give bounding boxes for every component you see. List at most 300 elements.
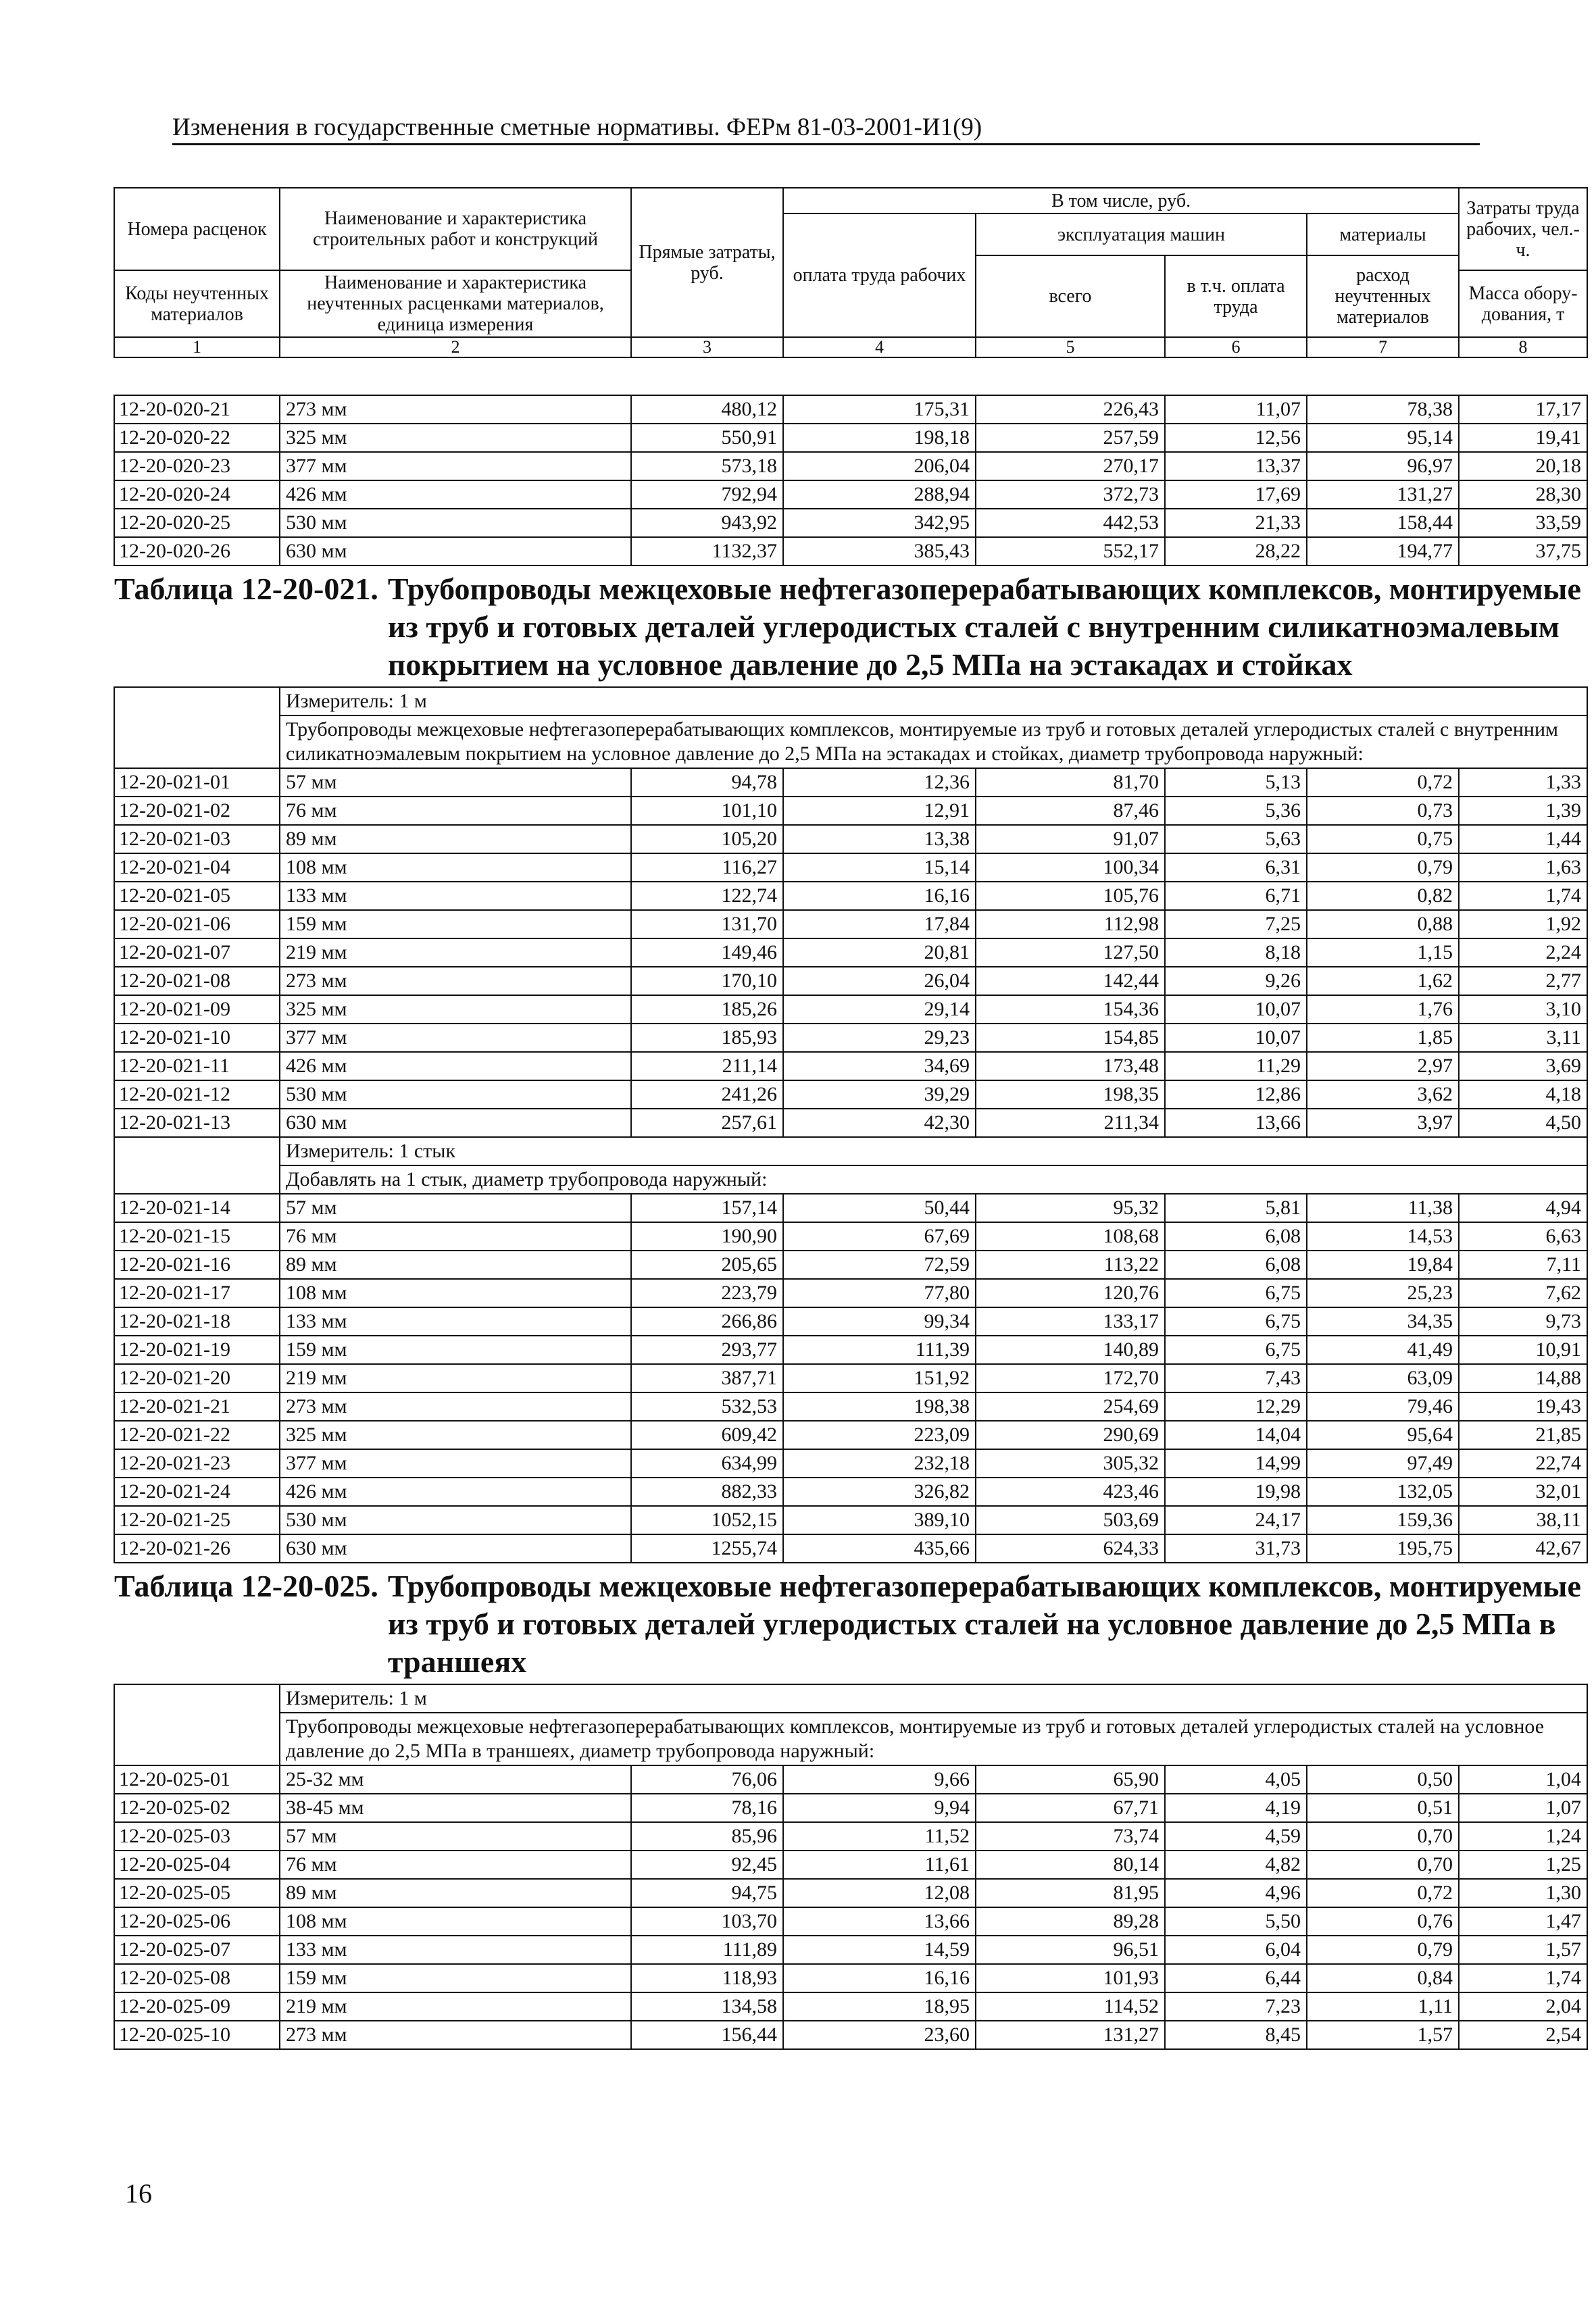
cell-rate-code: 12-20-021-20	[114, 1364, 280, 1392]
cell-materials: 1,85	[1307, 1024, 1459, 1052]
cell-direct-costs: 185,93	[631, 1024, 783, 1052]
cell-direct-costs: 156,44	[631, 2021, 783, 2049]
cell-labor-pay: 11,52	[783, 1822, 976, 1851]
cell-rate-code: 12-20-021-02	[114, 797, 280, 825]
cell-machine-labor-pay: 10,07	[1165, 995, 1307, 1024]
cell-work-name: 273 мм	[280, 395, 631, 424]
cell-machine-total: 101,93	[976, 1964, 1165, 1992]
cell-machine-total: 65,90	[976, 1765, 1165, 1794]
cell-machine-labor-pay: 6,75	[1165, 1279, 1307, 1307]
cell-work-name: 530 мм	[280, 1506, 631, 1534]
cell-labor-costs: 1,57	[1459, 1936, 1587, 1964]
cell-materials: 0,70	[1307, 1851, 1459, 1879]
cell-materials: 0,73	[1307, 797, 1459, 825]
cell-rate-code: 12-20-025-05	[114, 1879, 280, 1907]
rates-table	[114, 395, 1588, 2050]
cell-rate-code: 12-20-021-19	[114, 1336, 280, 1364]
cell-labor-pay: 99,34	[783, 1307, 976, 1336]
cell-materials: 2,97	[1307, 1052, 1459, 1080]
cell-work-name: 219 мм	[280, 1364, 631, 1392]
cell-labor-pay: 232,18	[783, 1449, 976, 1478]
table-021-title-block	[114, 565, 1587, 768]
cell-labor-costs: 37,75	[1459, 537, 1587, 565]
cell-materials: 25,23	[1307, 1279, 1459, 1307]
table-row	[114, 537, 1587, 565]
table-row	[114, 1251, 1587, 1279]
cell-rate-code: 12-20-020-23	[114, 452, 280, 480]
table-row	[114, 1822, 1587, 1851]
cell-machine-total: 113,22	[976, 1251, 1165, 1279]
table-row	[114, 1279, 1587, 1307]
cell-machine-total: 503,69	[976, 1506, 1165, 1534]
table-025-description: Трубопроводы межцеховые нефтегазоперерабатывающих комплексов, монтируемые из труб и готовых деталей углеродистых сталей на условное давление до 2,5 МПа в траншеях, диаметр трубопровода наружный:	[280, 1713, 1587, 1765]
table-021-measure-1: Измеритель: 1 м	[280, 687, 1587, 715]
cell-labor-pay: 151,92	[783, 1364, 976, 1392]
cell-work-name: 630 мм	[280, 537, 631, 565]
cell-machine-labor-pay: 8,45	[1165, 2021, 1307, 2049]
cell-labor-costs: 9,73	[1459, 1307, 1587, 1336]
cell-labor-pay: 9,94	[783, 1794, 976, 1822]
table-row	[114, 938, 1587, 967]
header-index: 6	[1165, 337, 1307, 357]
cell-rate-code: 12-20-021-22	[114, 1421, 280, 1449]
table-row	[114, 853, 1587, 882]
cell-machine-labor-pay: 6,08	[1165, 1222, 1307, 1251]
cell-machine-total: 173,48	[976, 1052, 1165, 1080]
table-row	[114, 1080, 1587, 1109]
cell-machine-labor-pay: 24,17	[1165, 1506, 1307, 1534]
cell-direct-costs: 241,26	[631, 1080, 783, 1109]
cell-labor-costs: 10,91	[1459, 1336, 1587, 1364]
cell-materials: 0,51	[1307, 1794, 1459, 1822]
cell-work-name: 89 мм	[280, 825, 631, 853]
table-row	[114, 768, 1587, 797]
cell-work-name: 630 мм	[280, 1534, 631, 1563]
cell-labor-costs: 20,18	[1459, 452, 1587, 480]
cell-work-name: 273 мм	[280, 967, 631, 995]
cell-machine-total: 552,17	[976, 537, 1165, 565]
cell-rate-code: 12-20-021-05	[114, 882, 280, 910]
table-025-title-block	[114, 1563, 1587, 1765]
cell-materials: 1,15	[1307, 938, 1459, 967]
cell-labor-pay: 77,80	[783, 1279, 976, 1307]
cell-rate-code: 12-20-021-11	[114, 1052, 280, 1080]
cell-labor-costs: 4,94	[1459, 1194, 1587, 1222]
cell-materials: 0,72	[1307, 768, 1459, 797]
table-021-description-2: Добавлять на 1 стык, диаметр трубопровода наружный:	[280, 1165, 1587, 1194]
cell-rate-code: 12-20-021-16	[114, 1251, 280, 1279]
table-row	[114, 1222, 1587, 1251]
cell-materials: 11,38	[1307, 1194, 1459, 1222]
cell-machine-total: 140,89	[976, 1336, 1165, 1364]
cell-machine-labor-pay: 17,69	[1165, 480, 1307, 509]
cell-machine-labor-pay: 9,26	[1165, 967, 1307, 995]
cell-machine-total: 108,68	[976, 1222, 1165, 1251]
cell-direct-costs: 792,94	[631, 480, 783, 509]
page-header: Изменения в государственные сметные нормативы. ФЕРм 81-03-2001-И1(9)	[172, 114, 1480, 145]
cell-direct-costs: 76,06	[631, 1765, 783, 1794]
header-including: В том числе, руб.	[783, 188, 1459, 213]
cell-labor-pay: 198,38	[783, 1392, 976, 1421]
cell-direct-costs: 134,58	[631, 1992, 783, 2021]
cell-rate-code: 12-20-025-01	[114, 1765, 280, 1794]
table-021-title-text: Трубопроводы межцеховые нефтегазоперерабатывающих комплексов, монтируемые из труб и готовых деталей углеродистых сталей с внутренним силикатноэмалевым покрытием на условное давление до 2,5 МПа на эстакадах и стойках	[387, 572, 1581, 682]
cell-materials: 0,75	[1307, 825, 1459, 853]
cell-labor-pay: 206,04	[783, 452, 976, 480]
cell-labor-costs: 4,18	[1459, 1080, 1587, 1109]
cell-labor-pay: 11,61	[783, 1851, 976, 1879]
header-index: 1	[114, 337, 280, 357]
cell-machine-total: 442,53	[976, 509, 1165, 537]
cell-materials: 1,11	[1307, 1992, 1459, 2021]
cell-materials: 0,50	[1307, 1765, 1459, 1794]
cell-labor-costs: 21,85	[1459, 1421, 1587, 1449]
cell-materials: 131,27	[1307, 480, 1459, 509]
cell-rate-code: 12-20-021-07	[114, 938, 280, 967]
cell-direct-costs: 211,14	[631, 1052, 783, 1080]
cell-labor-pay: 389,10	[783, 1506, 976, 1534]
cell-rate-code: 12-20-021-03	[114, 825, 280, 853]
cell-direct-costs: 85,96	[631, 1822, 783, 1851]
cell-machine-total: 154,85	[976, 1024, 1165, 1052]
cell-direct-costs: 92,45	[631, 1851, 783, 1879]
table-row	[114, 1024, 1587, 1052]
table-021-title-number: Таблица 12-20-021.	[114, 572, 378, 606]
cell-work-name: 38-45 мм	[280, 1794, 631, 1822]
cell-labor-costs: 2,54	[1459, 2021, 1587, 2049]
cell-rate-code: 12-20-025-02	[114, 1794, 280, 1822]
cell-materials: 194,77	[1307, 537, 1459, 565]
cell-direct-costs: 480,12	[631, 395, 783, 424]
cell-rate-code: 12-20-021-18	[114, 1307, 280, 1336]
cell-work-name: 108 мм	[280, 853, 631, 882]
cell-materials: 97,49	[1307, 1449, 1459, 1478]
cell-rate-code: 12-20-020-26	[114, 537, 280, 565]
table-row	[114, 825, 1587, 853]
cell-direct-costs: 882,33	[631, 1478, 783, 1506]
cell-labor-pay: 16,16	[783, 882, 976, 910]
header-direct-costs: Прямые затраты, руб.	[631, 188, 783, 337]
table-row	[114, 1449, 1587, 1478]
cell-rate-code: 12-20-025-06	[114, 1907, 280, 1936]
cell-rate-code: 12-20-025-08	[114, 1964, 280, 1992]
cell-materials: 1,62	[1307, 967, 1459, 995]
cell-machine-total: 131,27	[976, 2021, 1165, 2049]
cell-machine-total: 81,95	[976, 1879, 1165, 1907]
table-row	[114, 1936, 1587, 1964]
cell-rate-code: 12-20-025-07	[114, 1936, 280, 1964]
cell-work-name: 377 мм	[280, 452, 631, 480]
header-index: 2	[280, 337, 631, 357]
table-row	[114, 1336, 1587, 1364]
table-row	[114, 1879, 1587, 1907]
cell-work-name: 57 мм	[280, 1822, 631, 1851]
table-025-title-text: Трубопроводы межцеховые нефтегазоперерабатывающих комплексов, монтируемые из труб и готовых деталей углеродистых сталей на условное давление до 2,5 МПа в траншеях	[387, 1569, 1581, 1679]
cell-labor-costs: 1,92	[1459, 910, 1587, 938]
cell-labor-pay: 39,29	[783, 1080, 976, 1109]
cell-labor-pay: 12,36	[783, 768, 976, 797]
cell-rate-code: 12-20-021-26	[114, 1534, 280, 1563]
cell-machine-total: 133,17	[976, 1307, 1165, 1336]
cell-direct-costs: 122,74	[631, 882, 783, 910]
cell-machine-total: 142,44	[976, 967, 1165, 995]
cell-materials: 78,38	[1307, 395, 1459, 424]
cell-machine-labor-pay: 6,31	[1165, 853, 1307, 882]
cell-materials: 41,49	[1307, 1336, 1459, 1364]
cell-direct-costs: 94,75	[631, 1879, 783, 1907]
cell-labor-pay: 26,04	[783, 967, 976, 995]
cell-work-name: 377 мм	[280, 1024, 631, 1052]
cell-labor-costs: 42,67	[1459, 1534, 1587, 1563]
table-column-header	[114, 187, 1588, 358]
cell-direct-costs: 293,77	[631, 1336, 783, 1364]
cell-labor-costs: 1,33	[1459, 768, 1587, 797]
cell-machine-labor-pay: 28,22	[1165, 537, 1307, 565]
header-rate-number: Номера расценок	[114, 188, 280, 270]
header-index: 4	[783, 337, 976, 357]
header-unaccounted-consumption: расход неучтенных материалов	[1307, 255, 1459, 337]
cell-machine-total: 226,43	[976, 395, 1165, 424]
table-row	[114, 452, 1587, 480]
cell-labor-pay: 12,08	[783, 1879, 976, 1907]
cell-labor-pay: 111,39	[783, 1336, 976, 1364]
header-equipment-mass: Масса обору-дования, т	[1459, 270, 1587, 337]
table-row	[114, 1506, 1587, 1534]
cell-materials: 195,75	[1307, 1534, 1459, 1563]
cell-rate-code: 12-20-025-03	[114, 1822, 280, 1851]
cell-labor-pay: 13,66	[783, 1907, 976, 1936]
cell-direct-costs: 1132,37	[631, 537, 783, 565]
cell-direct-costs: 185,26	[631, 995, 783, 1024]
cell-rate-code: 12-20-021-01	[114, 768, 280, 797]
cell-direct-costs: 101,10	[631, 797, 783, 825]
cell-labor-costs: 1,24	[1459, 1822, 1587, 1851]
cell-direct-costs: 205,65	[631, 1251, 783, 1279]
table-025-measure: Измеритель: 1 м	[280, 1684, 1587, 1713]
header-machine-total: всего	[976, 255, 1165, 337]
cell-labor-pay: 67,69	[783, 1222, 976, 1251]
cell-materials: 34,35	[1307, 1307, 1459, 1336]
table-row	[114, 509, 1587, 537]
table-row	[114, 1392, 1587, 1421]
cell-direct-costs: 111,89	[631, 1936, 783, 1964]
cell-rate-code: 12-20-021-15	[114, 1222, 280, 1251]
cell-machine-total: 270,17	[976, 452, 1165, 480]
cell-machine-labor-pay: 6,44	[1165, 1964, 1307, 1992]
cell-machine-labor-pay: 6,08	[1165, 1251, 1307, 1279]
cell-work-name: 76 мм	[280, 797, 631, 825]
cell-machine-labor-pay: 7,43	[1165, 1364, 1307, 1392]
cell-work-name: 76 мм	[280, 1222, 631, 1251]
cell-work-name: 530 мм	[280, 509, 631, 537]
cell-labor-costs: 3,69	[1459, 1052, 1587, 1080]
cell-labor-costs: 14,88	[1459, 1364, 1587, 1392]
cell-direct-costs: 634,99	[631, 1449, 783, 1478]
cell-machine-labor-pay: 4,19	[1165, 1794, 1307, 1822]
cell-labor-costs: 3,11	[1459, 1024, 1587, 1052]
cell-machine-labor-pay: 8,18	[1165, 938, 1307, 967]
table-row	[114, 1851, 1587, 1879]
cell-labor-pay: 223,09	[783, 1421, 976, 1449]
cell-direct-costs: 131,70	[631, 910, 783, 938]
cell-work-name: 219 мм	[280, 1992, 631, 2021]
table-020-rows	[114, 395, 1587, 565]
cell-machine-total: 120,76	[976, 1279, 1165, 1307]
cell-materials: 95,64	[1307, 1421, 1459, 1449]
table-row	[114, 910, 1587, 938]
cell-rate-code: 12-20-021-12	[114, 1080, 280, 1109]
table-row	[114, 1765, 1587, 1794]
cell-materials: 96,97	[1307, 452, 1459, 480]
cell-labor-pay: 435,66	[783, 1534, 976, 1563]
cell-machine-total: 127,50	[976, 938, 1165, 967]
cell-machine-labor-pay: 12,29	[1165, 1392, 1307, 1421]
table-row	[114, 1964, 1587, 1992]
cell-labor-costs: 1,04	[1459, 1765, 1587, 1794]
cell-work-name: 159 мм	[280, 1336, 631, 1364]
cell-machine-total: 172,70	[976, 1364, 1165, 1392]
cell-machine-total: 67,71	[976, 1794, 1165, 1822]
cell-labor-costs: 19,43	[1459, 1392, 1587, 1421]
cell-work-name: 325 мм	[280, 424, 631, 452]
table-row	[114, 1794, 1587, 1822]
cell-machine-labor-pay: 4,59	[1165, 1822, 1307, 1851]
cell-labor-costs: 33,59	[1459, 509, 1587, 537]
table-row	[114, 1421, 1587, 1449]
header-work-name: Наименование и характеристика строительных работ и конструкций	[280, 188, 631, 270]
cell-machine-total: 73,74	[976, 1822, 1165, 1851]
cell-work-name: 426 мм	[280, 480, 631, 509]
cell-materials: 3,97	[1307, 1109, 1459, 1137]
cell-rate-code: 12-20-020-25	[114, 509, 280, 537]
cell-machine-labor-pay: 6,04	[1165, 1936, 1307, 1964]
cell-machine-total: 80,14	[976, 1851, 1165, 1879]
cell-labor-pay: 342,95	[783, 509, 976, 537]
cell-work-name: 219 мм	[280, 938, 631, 967]
cell-direct-costs: 157,14	[631, 1194, 783, 1222]
table-row	[114, 1364, 1587, 1392]
cell-machine-total: 112,98	[976, 910, 1165, 938]
table-025-rows	[114, 1765, 1587, 2049]
cell-work-name: 25-32 мм	[280, 1765, 631, 1794]
cell-machine-labor-pay: 5,50	[1165, 1907, 1307, 1936]
cell-labor-pay: 175,31	[783, 395, 976, 424]
cell-rate-code: 12-20-021-08	[114, 967, 280, 995]
cell-materials: 0,72	[1307, 1879, 1459, 1907]
cell-labor-costs: 1,25	[1459, 1851, 1587, 1879]
cell-direct-costs: 609,42	[631, 1421, 783, 1449]
cell-work-name: 530 мм	[280, 1080, 631, 1109]
table-row	[114, 1907, 1587, 1936]
cell-work-name: 133 мм	[280, 1936, 631, 1964]
cell-direct-costs: 266,86	[631, 1307, 783, 1336]
cell-machine-labor-pay: 13,37	[1165, 452, 1307, 480]
cell-machine-labor-pay: 12,56	[1165, 424, 1307, 452]
cell-work-name: 426 мм	[280, 1478, 631, 1506]
cell-machine-total: 81,70	[976, 768, 1165, 797]
cell-machine-labor-pay: 7,25	[1165, 910, 1307, 938]
cell-machine-labor-pay: 6,75	[1165, 1307, 1307, 1336]
cell-direct-costs: 387,71	[631, 1364, 783, 1392]
cell-machine-labor-pay: 11,29	[1165, 1052, 1307, 1080]
cell-work-name: 76 мм	[280, 1851, 631, 1879]
table-021-rows-1	[114, 768, 1587, 1137]
cell-direct-costs: 257,61	[631, 1109, 783, 1137]
table-row	[114, 1052, 1587, 1080]
cell-machine-labor-pay: 6,71	[1165, 882, 1307, 910]
cell-direct-costs: 573,18	[631, 452, 783, 480]
cell-labor-pay: 29,14	[783, 995, 976, 1024]
cell-labor-pay: 9,66	[783, 1765, 976, 1794]
cell-labor-costs: 2,77	[1459, 967, 1587, 995]
cell-materials: 0,70	[1307, 1822, 1459, 1851]
cell-labor-costs: 3,10	[1459, 995, 1587, 1024]
cell-work-name: 159 мм	[280, 910, 631, 938]
cell-materials: 0,76	[1307, 1907, 1459, 1936]
cell-materials: 158,44	[1307, 509, 1459, 537]
cell-labor-pay: 50,44	[783, 1194, 976, 1222]
cell-work-name: 325 мм	[280, 1421, 631, 1449]
header-materials: материалы	[1307, 213, 1459, 255]
table-row	[114, 1478, 1587, 1506]
header-name-unaccounted: Наименование и характеристика неучтенных расценками материалов, единица измерения	[280, 270, 631, 337]
cell-machine-labor-pay: 5,13	[1165, 768, 1307, 797]
cell-machine-total: 372,73	[976, 480, 1165, 509]
cell-materials: 159,36	[1307, 1506, 1459, 1534]
cell-materials: 132,05	[1307, 1478, 1459, 1506]
cell-machine-labor-pay: 31,73	[1165, 1534, 1307, 1563]
cell-materials: 63,09	[1307, 1364, 1459, 1392]
cell-machine-total: 100,34	[976, 853, 1165, 882]
cell-labor-pay: 18,95	[783, 1992, 976, 2021]
cell-materials: 0,88	[1307, 910, 1459, 938]
header-machine-operation: эксплуатация машин	[976, 213, 1307, 255]
table-row	[114, 797, 1587, 825]
cell-rate-code: 12-20-020-21	[114, 395, 280, 424]
cell-machine-total: 105,76	[976, 882, 1165, 910]
cell-labor-costs: 19,41	[1459, 424, 1587, 452]
cell-labor-costs: 1,39	[1459, 797, 1587, 825]
cell-machine-labor-pay: 6,75	[1165, 1336, 1307, 1364]
table-row	[114, 1534, 1587, 1563]
cell-machine-labor-pay: 4,05	[1165, 1765, 1307, 1794]
cell-machine-total: 211,34	[976, 1109, 1165, 1137]
table-row	[114, 395, 1587, 424]
table-021-subsection	[114, 1137, 1587, 1194]
cell-machine-labor-pay: 19,98	[1165, 1478, 1307, 1506]
cell-direct-costs: 78,16	[631, 1794, 783, 1822]
cell-machine-labor-pay: 5,63	[1165, 825, 1307, 853]
cell-labor-costs: 1,07	[1459, 1794, 1587, 1822]
cell-labor-pay: 15,14	[783, 853, 976, 882]
cell-work-name: 133 мм	[280, 882, 631, 910]
cell-labor-costs: 6,63	[1459, 1222, 1587, 1251]
cell-direct-costs: 116,27	[631, 853, 783, 882]
cell-labor-costs: 1,44	[1459, 825, 1587, 853]
table-025-title	[114, 1563, 1587, 1684]
cell-materials: 0,84	[1307, 1964, 1459, 1992]
cell-rate-code: 12-20-025-09	[114, 1992, 280, 2021]
cell-machine-total: 198,35	[976, 1080, 1165, 1109]
cell-machine-labor-pay: 14,99	[1165, 1449, 1307, 1478]
cell-machine-total: 87,46	[976, 797, 1165, 825]
cell-work-name: 325 мм	[280, 995, 631, 1024]
cell-machine-labor-pay: 21,33	[1165, 509, 1307, 537]
cell-labor-costs: 38,11	[1459, 1506, 1587, 1534]
cell-direct-costs: 223,79	[631, 1279, 783, 1307]
cell-direct-costs: 190,90	[631, 1222, 783, 1251]
table-021-title	[114, 565, 1587, 687]
